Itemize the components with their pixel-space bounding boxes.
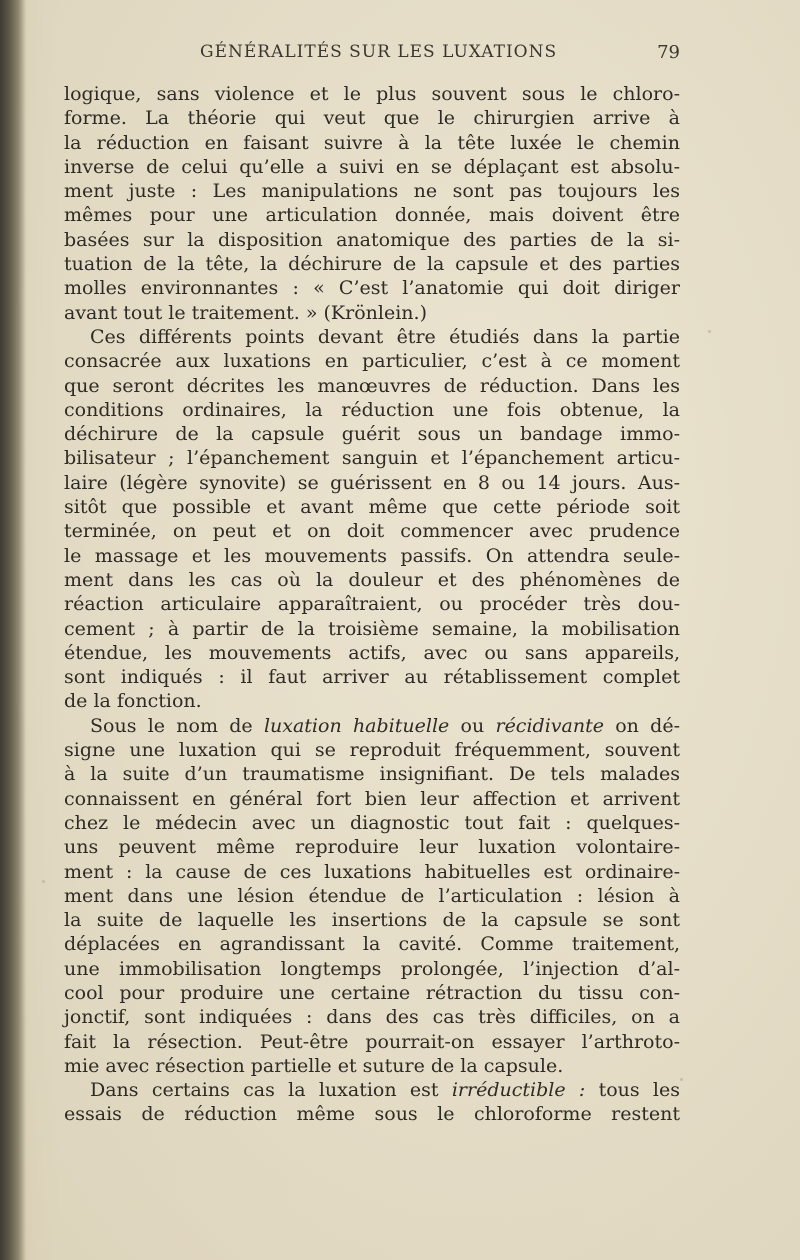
text-line: jonctif, sont indiquées : dans des cas très difficiles, on a: [64, 1006, 680, 1029]
text-line: [64, 714, 680, 738]
text-segment: on dé-: [603, 714, 680, 737]
running-title: GÉNÉRALITÉS SUR LES LUXATIONS: [200, 42, 558, 62]
text-line: la suite de laquelle les insertions de la capsule se sont: [64, 909, 680, 932]
text-line: consacrée aux luxations en particulier, c’est à ce moment: [64, 350, 680, 373]
text-line: une immobilisation longtemps prolongée, l’injection d’al-: [64, 957, 680, 980]
text-line: déplacées en agrandissant la cavité. Comme traitement,: [64, 933, 680, 956]
text-line: forme. La théorie qui veut que le chirurgien arrive à: [64, 107, 680, 130]
text-line: [64, 1078, 680, 1102]
text-line: à la suite d’un traumatisme insignifiant. De tels malades: [64, 763, 680, 786]
text-line: ment : la cause de ces luxations habituelles est ordinaire-: [64, 860, 680, 883]
italic-term: luxation habituelle: [263, 714, 450, 737]
text-line: la réduction en faisant suivre à la tête luxée le chemin: [64, 131, 680, 154]
text-line: cool pour produire une certaine rétraction du tissu con-: [64, 981, 680, 1004]
text-line: logique, sans violence et le plus souvent sous le chloro-: [64, 83, 680, 105]
text-line: bilisateur ; l’épanchement sanguin et l’épanchement articu-: [64, 447, 680, 470]
paper-speck: [42, 880, 45, 883]
text-line: laire (légère synovite) se guérissent en 8 ou 14 jours. Aus-: [64, 471, 680, 494]
text-line: avant tout le traitement. » (Krönlein.): [64, 301, 427, 324]
page-binding-shadow: [0, 0, 26, 1260]
text-line: cement ; à partir de la troisième semaine, la mobilisation: [64, 617, 680, 640]
text-line: sitôt que possible et avant même que cette période soit: [64, 496, 680, 519]
text-line: essais de réduction même sous le chloroforme restent: [64, 1103, 680, 1126]
text-line: connaissent en général fort bien leur affection et arrivent: [64, 787, 680, 810]
italic-term: irréductible :: [451, 1079, 586, 1102]
text-line: ment dans une lésion étendue de l’articulation : lésion à: [64, 884, 680, 907]
text-line: chez le médecin avec un diagnostic tout fait : quelques-: [64, 811, 680, 834]
text-line: mie avec résection partielle et suture de la capsule.: [64, 1054, 564, 1077]
text-line: que seront décrites les manœuvres de réduction. Dans les: [64, 374, 680, 397]
text-line: terminée, on peut et on doit commencer avec prudence: [64, 520, 680, 543]
text-line: le massage et les mouvements passifs. On attendra seule-: [64, 544, 680, 567]
text-segment: ou: [449, 714, 496, 737]
text-line: basées sur la disposition anatomique des parties de la si-: [64, 228, 680, 251]
text-line: déchirure de la capsule guérit sous un bandage immo-: [64, 423, 680, 446]
text-line: molles environnantes : « C’est l’anatomie qui doit diriger: [64, 277, 680, 300]
text-line: conditions ordinaires, la réduction une fois obtenue, la: [64, 398, 680, 421]
italic-term: récidivante: [495, 714, 604, 737]
text-line: étendue, les mouvements actifs, avec ou sans appareils,: [64, 641, 680, 664]
text-segment: tous les: [585, 1079, 680, 1102]
text-line: mêmes pour une articulation donnée, mais doivent être: [64, 204, 680, 227]
text-line: fait la résection. Peut-être pourrait-on essayer l’arthroto-: [64, 1030, 680, 1053]
text-line: uns peuvent même reproduire leur luxation volontaire-: [64, 836, 680, 859]
text-line: tuation de la tête, la déchirure de la capsule et des parties: [64, 253, 680, 276]
paper-speck: [680, 1078, 683, 1081]
text-segment: Sous le nom de: [90, 714, 264, 737]
text-line: de la fonction.: [64, 690, 202, 713]
text-segment: Dans certains cas la luxation est: [90, 1079, 452, 1102]
page-number: 79: [657, 42, 680, 63]
text-line: Ces différents points devant être étudiés dans la partie: [90, 325, 680, 348]
text-line: réaction articulaire apparaîtraient, ou procéder très dou-: [64, 593, 680, 616]
text-line: ment dans les cas où la douleur et des phénomènes de: [64, 568, 680, 591]
text-line: inverse de celui qu’elle a suivi en se déplaçant est absolu-: [64, 155, 680, 178]
page-header: [64, 42, 680, 68]
text-line: signe une luxation qui se reproduit fréquemment, souvent: [64, 739, 680, 762]
text-line: sont indiqués : il faut arriver au rétablissement complet: [64, 666, 680, 689]
text-line: ment juste : Les manipulations ne sont pas toujours les: [64, 180, 680, 203]
body-text: [64, 82, 680, 1127]
paper-speck: [708, 330, 711, 333]
